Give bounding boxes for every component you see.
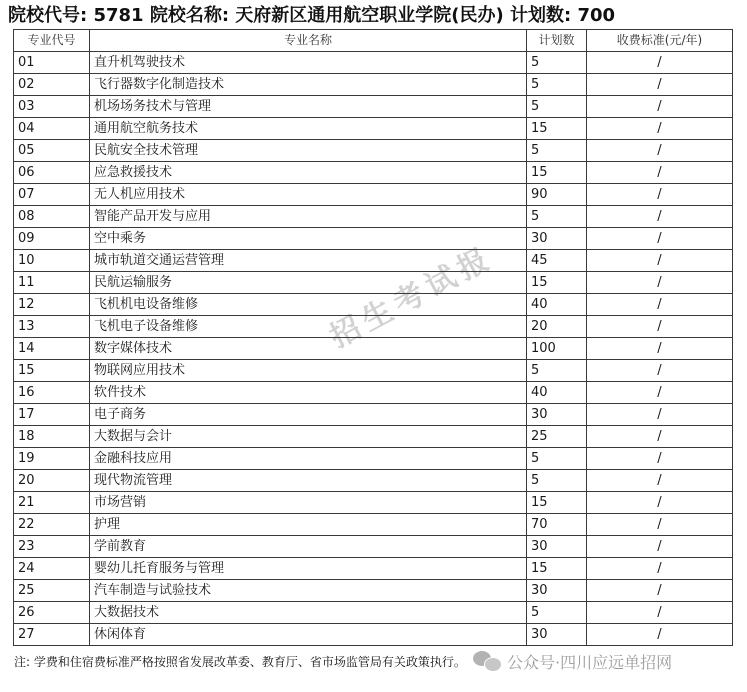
major-name-cell: 学前教育 [90, 536, 527, 558]
table-row [14, 338, 733, 360]
table-row [14, 272, 733, 294]
column-header-code: 专业代号 [14, 30, 90, 52]
plan-count-cell: 70 [527, 514, 587, 536]
table-body [14, 52, 733, 646]
major-name-cell: 飞机电子设备维修 [90, 316, 527, 338]
table-row [14, 206, 733, 228]
major-code-cell: 06 [14, 162, 90, 184]
plan-count-cell: 15 [527, 492, 587, 514]
fee-cell: / [587, 250, 733, 272]
fee-cell: / [587, 602, 733, 624]
table-row [14, 580, 733, 602]
column-header-fee: 收费标准(元/年) [587, 30, 733, 52]
table-header-row [14, 30, 733, 52]
table-row [14, 250, 733, 272]
table-row [14, 624, 733, 646]
major-code-cell: 03 [14, 96, 90, 118]
plan-count-cell: 20 [527, 316, 587, 338]
fee-cell: / [587, 448, 733, 470]
fee-cell: / [587, 514, 733, 536]
plan-count-cell: 5 [527, 602, 587, 624]
plan-count-cell: 15 [527, 558, 587, 580]
fee-cell: / [587, 118, 733, 140]
plan-count-cell: 30 [527, 404, 587, 426]
major-code-cell: 19 [14, 448, 90, 470]
fee-cell: / [587, 52, 733, 74]
major-name-cell: 休闲体育 [90, 624, 527, 646]
plan-count-cell: 30 [527, 580, 587, 602]
table-row [14, 470, 733, 492]
plan-count-cell: 15 [527, 272, 587, 294]
major-name-cell: 空中乘务 [90, 228, 527, 250]
fee-cell: / [587, 206, 733, 228]
major-name-cell: 应急救援技术 [90, 162, 527, 184]
plan-count-cell: 90 [527, 184, 587, 206]
fee-cell: / [587, 272, 733, 294]
fee-cell: / [587, 558, 733, 580]
major-code-cell: 01 [14, 52, 90, 74]
plan-count-cell: 5 [527, 140, 587, 162]
column-header-plan: 计划数 [527, 30, 587, 52]
fee-cell: / [587, 140, 733, 162]
table-row [14, 140, 733, 162]
major-name-cell: 市场营销 [90, 492, 527, 514]
major-name-cell: 直升机驾驶技术 [90, 52, 527, 74]
fee-cell: / [587, 294, 733, 316]
plan-count-cell: 5 [527, 74, 587, 96]
major-name-cell: 金融科技应用 [90, 448, 527, 470]
table-row [14, 426, 733, 448]
major-name-cell: 电子商务 [90, 404, 527, 426]
fee-cell: / [587, 382, 733, 404]
plan-count-cell: 5 [527, 52, 587, 74]
major-code-cell: 11 [14, 272, 90, 294]
plan-count-cell: 15 [527, 162, 587, 184]
major-name-cell: 物联网应用技术 [90, 360, 527, 382]
plan-count-cell: 40 [527, 382, 587, 404]
major-name-cell: 软件技术 [90, 382, 527, 404]
major-code-cell: 23 [14, 536, 90, 558]
fee-cell: / [587, 74, 733, 96]
major-code-cell: 21 [14, 492, 90, 514]
major-code-cell: 10 [14, 250, 90, 272]
table-row [14, 52, 733, 74]
plan-count-cell: 5 [527, 448, 587, 470]
wechat-watermark-text: 公众号·四川应远单招网 [507, 652, 673, 672]
table-row [14, 294, 733, 316]
major-code-cell: 05 [14, 140, 90, 162]
major-code-cell: 07 [14, 184, 90, 206]
fee-cell: / [587, 470, 733, 492]
major-name-cell: 现代物流管理 [90, 470, 527, 492]
fee-cell: / [587, 624, 733, 646]
table-row [14, 404, 733, 426]
major-name-cell: 城市轨道交通运营管理 [90, 250, 527, 272]
plan-count-cell: 30 [527, 624, 587, 646]
plan-count-cell: 5 [527, 206, 587, 228]
major-name-cell: 机场场务技术与管理 [90, 96, 527, 118]
major-code-cell: 26 [14, 602, 90, 624]
enrollment-plan-table [13, 29, 733, 646]
major-code-cell: 09 [14, 228, 90, 250]
plan-count-cell: 30 [527, 536, 587, 558]
major-name-cell: 飞行器数字化制造技术 [90, 74, 527, 96]
plan-count-cell: 5 [527, 470, 587, 492]
table-row [14, 558, 733, 580]
major-code-cell: 04 [14, 118, 90, 140]
major-code-cell: 15 [14, 360, 90, 382]
major-name-cell: 民航安全技术管理 [90, 140, 527, 162]
table-row [14, 228, 733, 250]
major-name-cell: 婴幼儿托育服务与管理 [90, 558, 527, 580]
table-row [14, 162, 733, 184]
table-row [14, 536, 733, 558]
major-name-cell: 飞机机电设备维修 [90, 294, 527, 316]
fee-cell: / [587, 536, 733, 558]
major-name-cell: 无人机应用技术 [90, 184, 527, 206]
major-name-cell: 护理 [90, 514, 527, 536]
fee-cell: / [587, 360, 733, 382]
fee-cell: / [587, 426, 733, 448]
fee-cell: / [587, 96, 733, 118]
table-row [14, 514, 733, 536]
table-row [14, 316, 733, 338]
table-row [14, 602, 733, 624]
major-name-cell: 大数据与会计 [90, 426, 527, 448]
plan-count-cell: 30 [527, 228, 587, 250]
major-code-cell: 17 [14, 404, 90, 426]
major-code-cell: 14 [14, 338, 90, 360]
major-code-cell: 02 [14, 74, 90, 96]
watermark-seal: 招生考试报 [324, 239, 500, 356]
major-code-cell: 12 [14, 294, 90, 316]
table-row [14, 96, 733, 118]
major-code-cell: 25 [14, 580, 90, 602]
major-name-cell: 数字媒体技术 [90, 338, 527, 360]
major-code-cell: 08 [14, 206, 90, 228]
major-name-cell: 民航运输服务 [90, 272, 527, 294]
fee-cell: / [587, 184, 733, 206]
plan-count-cell: 45 [527, 250, 587, 272]
table-row [14, 184, 733, 206]
plan-count-cell: 100 [527, 338, 587, 360]
table-row [14, 118, 733, 140]
major-code-cell: 18 [14, 426, 90, 448]
plan-count-cell: 15 [527, 118, 587, 140]
major-code-cell: 13 [14, 316, 90, 338]
fee-cell: / [587, 228, 733, 250]
major-code-cell: 22 [14, 514, 90, 536]
plan-count-cell: 5 [527, 360, 587, 382]
fee-cell: / [587, 316, 733, 338]
page-title: 院校代号: 5781 院校名称: 天府新区通用航空职业学院(民办) 计划数: 700 [8, 5, 616, 26]
major-name-cell: 大数据技术 [90, 602, 527, 624]
major-code-cell: 24 [14, 558, 90, 580]
major-code-cell: 20 [14, 470, 90, 492]
table-row [14, 492, 733, 514]
major-name-cell: 汽车制造与试验技术 [90, 580, 527, 602]
table-row [14, 74, 733, 96]
fee-cell: / [587, 580, 733, 602]
plan-count-cell: 5 [527, 96, 587, 118]
column-header-name: 专业名称 [90, 30, 527, 52]
table-row [14, 382, 733, 404]
fee-cell: / [587, 492, 733, 514]
table-row [14, 448, 733, 470]
table-row [14, 360, 733, 382]
plan-count-cell: 25 [527, 426, 587, 448]
major-name-cell: 智能产品开发与应用 [90, 206, 527, 228]
fee-cell: / [587, 404, 733, 426]
major-code-cell: 16 [14, 382, 90, 404]
major-code-cell: 27 [14, 624, 90, 646]
footnote: 注: 学费和住宿费标准严格按照省发展改革委、教育厅、省市场监管局有关政策执行。 [14, 655, 466, 669]
major-name-cell: 通用航空航务技术 [90, 118, 527, 140]
fee-cell: / [587, 162, 733, 184]
fee-cell: / [587, 338, 733, 360]
plan-count-cell: 40 [527, 294, 587, 316]
